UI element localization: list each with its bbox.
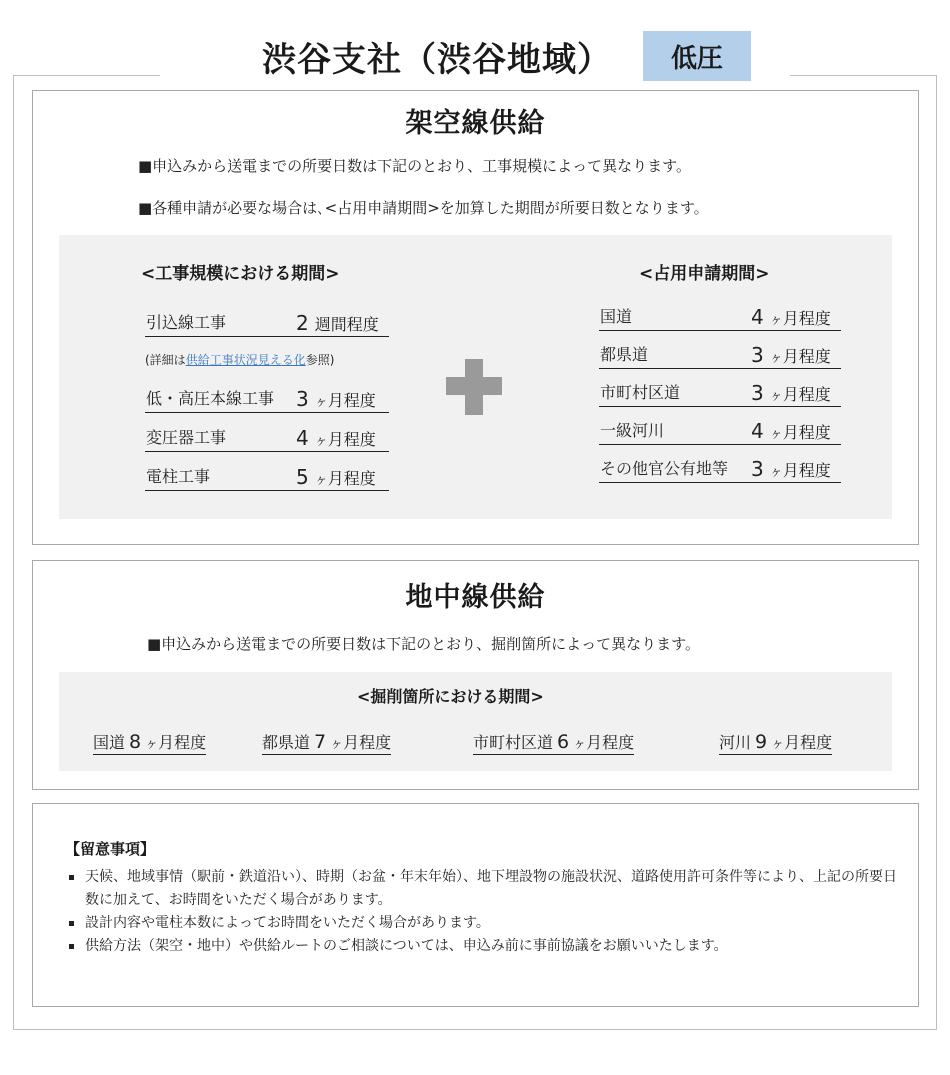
construction-heading: <工事規模における期間> xyxy=(141,264,340,284)
construction-row: 電柱工事 5 ヶ月程度 xyxy=(145,465,389,491)
excavation-item: 国道 8 ヶ月程度 xyxy=(93,731,207,753)
list-item: 供給方法（架空・地中）や供給ルートのご相談については、申込み前に事前協議をお願いいたします。 xyxy=(67,935,897,958)
overhead-title: 架空線供給 xyxy=(405,108,546,139)
page-title: 渋谷支社（渋谷地域） xyxy=(262,40,612,80)
occupancy-row: 都県道 3 ヶ月程度 xyxy=(599,343,841,369)
construction-detail-note: (詳細は供給工事状況見える化参照) xyxy=(145,353,335,367)
list-item: 設計内容や電柱本数によってお時間をいただく場合があります。 xyxy=(67,912,897,935)
header xyxy=(160,22,790,92)
overhead-note-1: ■申込みから送電までの所要日数は下記のとおり、工事規模によって異なります。 xyxy=(138,157,691,175)
plus-icon xyxy=(446,359,502,415)
excavation-item: 河川 9 ヶ月程度 xyxy=(719,731,833,753)
overhead-periods-box xyxy=(59,235,892,519)
occupancy-row: 市町村区道 3 ヶ月程度 xyxy=(599,381,841,407)
notes-heading: 【留意事項】 xyxy=(65,840,156,858)
excavation-item: 市町村区道 6 ヶ月程度 xyxy=(473,731,635,753)
occupancy-row: 国道 4 ヶ月程度 xyxy=(599,305,841,331)
construction-row: 変圧器工事 4 ヶ月程度 xyxy=(145,426,389,452)
underground-supply-panel xyxy=(32,560,919,790)
occupancy-row: その他官公有地等 3 ヶ月程度 xyxy=(599,457,841,483)
occupancy-heading: <占用申請期間> xyxy=(639,264,770,284)
construction-row: 引込線工事 2 週間程度 xyxy=(145,311,389,337)
overhead-supply-panel xyxy=(32,90,919,545)
excavation-item: 都県道 7 ヶ月程度 xyxy=(262,731,392,753)
underground-note: ■申込みから送電までの所要日数は下記のとおり、掘削箇所によって異なります。 xyxy=(147,635,700,653)
notes-panel xyxy=(32,803,919,1007)
construction-row: 低・高圧本線工事 3 ヶ月程度 xyxy=(145,387,389,413)
visibility-link[interactable]: 供給工事状況見える化 xyxy=(185,353,306,367)
voltage-badge: 低圧 xyxy=(643,31,751,81)
underground-title: 地中線供給 xyxy=(405,582,546,613)
list-item: 天候、地域事情（駅前・鉄道沿い）、時期（お盆・年末年始）、地下埋設物の施設状況、道路使用許可条件等により、上記の所要日数に加えて、お時間をいただく場合があります。 xyxy=(67,866,897,912)
notes-list xyxy=(67,866,897,958)
overhead-note-2: ■各種申請が必要な場合は､<占用申請期間>を加算した期間が所要日数となります。 xyxy=(138,199,709,217)
excavation-heading: <掘削箇所における期間> xyxy=(357,687,544,706)
excavation-periods-box xyxy=(59,672,892,771)
occupancy-row: 一級河川 4 ヶ月程度 xyxy=(599,419,841,445)
